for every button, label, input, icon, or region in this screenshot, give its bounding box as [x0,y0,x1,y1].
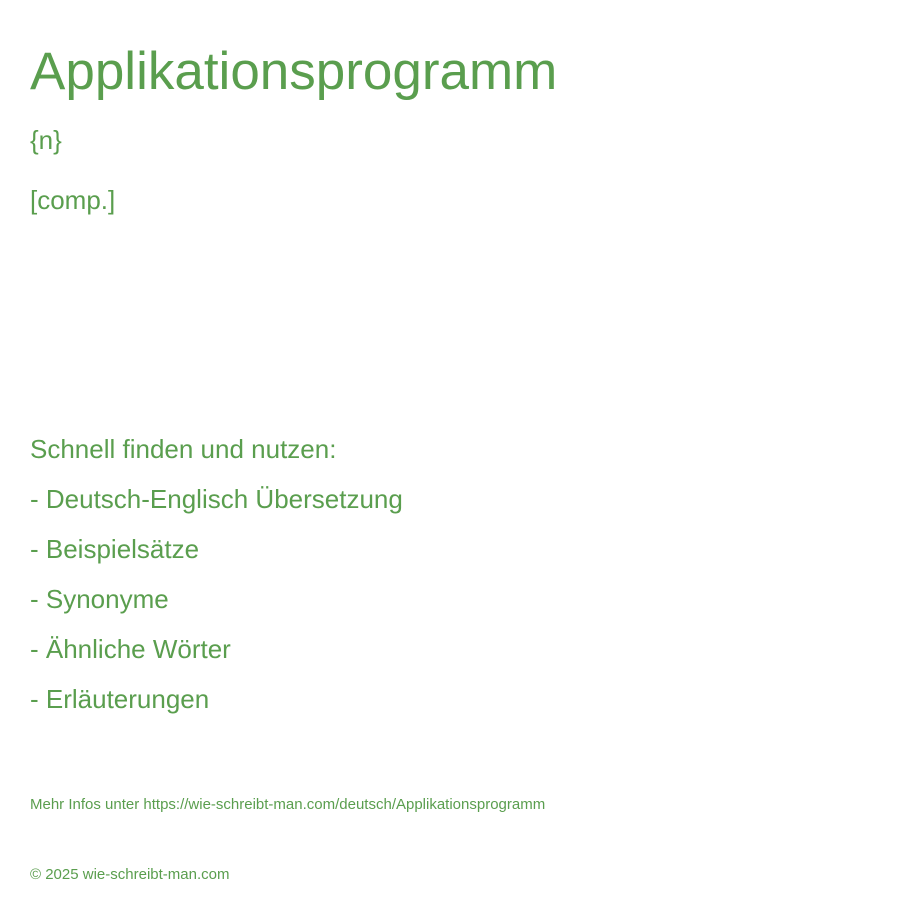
feature-item-example-sentences: - Beispielsätze [30,534,200,564]
feature-item-synonyms: - Synonyme [30,584,169,614]
features-section [30,424,403,724]
features-heading: Schnell finden und nutzen: [30,434,337,464]
feature-item-similar-words: - Ähnliche Wörter [30,634,231,664]
more-info-text: Mehr Infos unter https://wie-schreibt-man.com/deutsch/Applikationsprogramm [30,796,546,813]
entry-word: Applikationsprogramm [30,42,558,101]
feature-item-explanations: - Erläuterungen [30,684,210,714]
features-list [30,474,403,724]
field-label: [comp.] [30,185,116,215]
feature-item-translation: - Deutsch-Englisch Übersetzung [30,484,403,514]
gender-label: {n} [30,125,62,155]
copyright-text: © 2025 wie-schreibt-man.com [30,866,230,883]
